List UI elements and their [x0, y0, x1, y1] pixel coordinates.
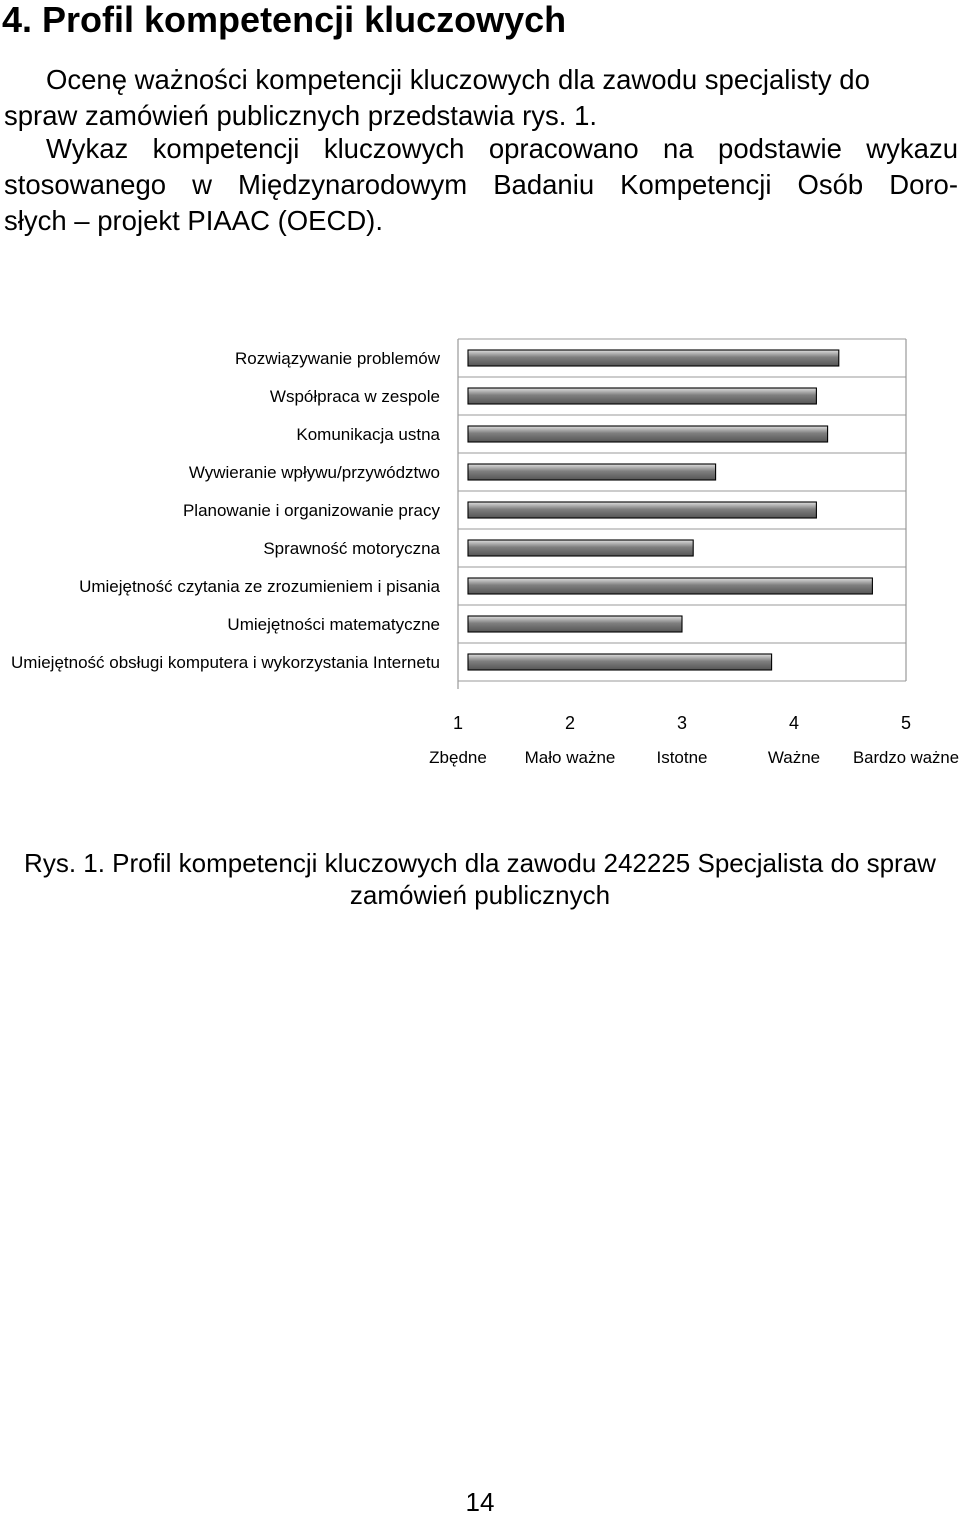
- page-number: 14: [465, 1487, 495, 1517]
- caption-line-1: Rys. 1. Profil kompetencji kluczowych dla zawodu 242225 Specjalista do spraw: [24, 848, 936, 878]
- source-line-1: Wykaz kompetencji kluczowych opracowano na podstawie wykazu: [46, 133, 958, 164]
- x-tick-label: 2: [564, 713, 576, 733]
- category-label: Sprawność motoryczna: [263, 539, 440, 558]
- category-label: Komunikacja ustna: [296, 425, 440, 444]
- x-scale-name: Bardzo ważne: [853, 748, 959, 767]
- chart-bar: [468, 578, 872, 594]
- chart-bar: [468, 350, 839, 366]
- x-tick-label: 1: [452, 713, 464, 733]
- chart-bars: [468, 350, 872, 670]
- x-tick-label: 5: [900, 713, 912, 733]
- chart-bar: [468, 654, 772, 670]
- chart-bar: [468, 540, 693, 556]
- x-scale-name: Ważne: [767, 748, 821, 767]
- category-label: Wywieranie wpływu/przywództwo: [188, 463, 440, 482]
- category-label: Rozwiązywanie problemów: [234, 349, 440, 368]
- category-label: Planowanie i organizowanie pracy: [182, 501, 440, 520]
- x-tick-label: 4: [788, 713, 800, 733]
- x-scale-name: Istotne: [656, 748, 708, 767]
- chart-bar: [468, 502, 816, 518]
- caption-line-2: zamówień publicznych: [349, 880, 611, 910]
- chart-x-tick-labels: [453, 713, 911, 733]
- chart-x-scale-names: [429, 748, 959, 767]
- category-label: Umiejętności matematyczne: [227, 615, 440, 634]
- competency-bar-chart: [0, 300, 960, 780]
- section-heading: 4. Profil kompetencji kluczowych: [2, 0, 567, 40]
- figure-caption: [0, 847, 960, 911]
- intro-paragraph: [4, 62, 958, 134]
- x-scale-name: Mało ważne: [524, 748, 616, 767]
- source-line-3: słych – projekt PIAAC (OECD).: [4, 205, 383, 236]
- intro-line-1: Ocenę ważności kompetencji kluczowych dla zawodu specjalisty do: [46, 64, 870, 95]
- chart-category-labels: [11, 349, 441, 672]
- category-label: Umiejętność obsługi komputera i wykorzystania Internetu: [11, 653, 440, 672]
- chart-bar: [468, 464, 716, 480]
- x-tick-label: 3: [676, 713, 688, 733]
- source-line-2: stosowanego w Międzynarodowym Badaniu Kompetencji Osób Doro-: [4, 169, 958, 200]
- chart-bar: [468, 426, 828, 442]
- chart-bar: [468, 616, 682, 632]
- category-label: Współpraca w zespole: [269, 387, 440, 406]
- x-scale-name: Zbędne: [429, 748, 487, 767]
- chart-bar: [468, 388, 816, 404]
- intro-line-2: spraw zamówień publicznych przedstawia rys. 1.: [4, 100, 598, 131]
- category-label: Umiejętność czytania ze zrozumieniem i pisania: [79, 577, 440, 596]
- source-paragraph: [4, 131, 958, 239]
